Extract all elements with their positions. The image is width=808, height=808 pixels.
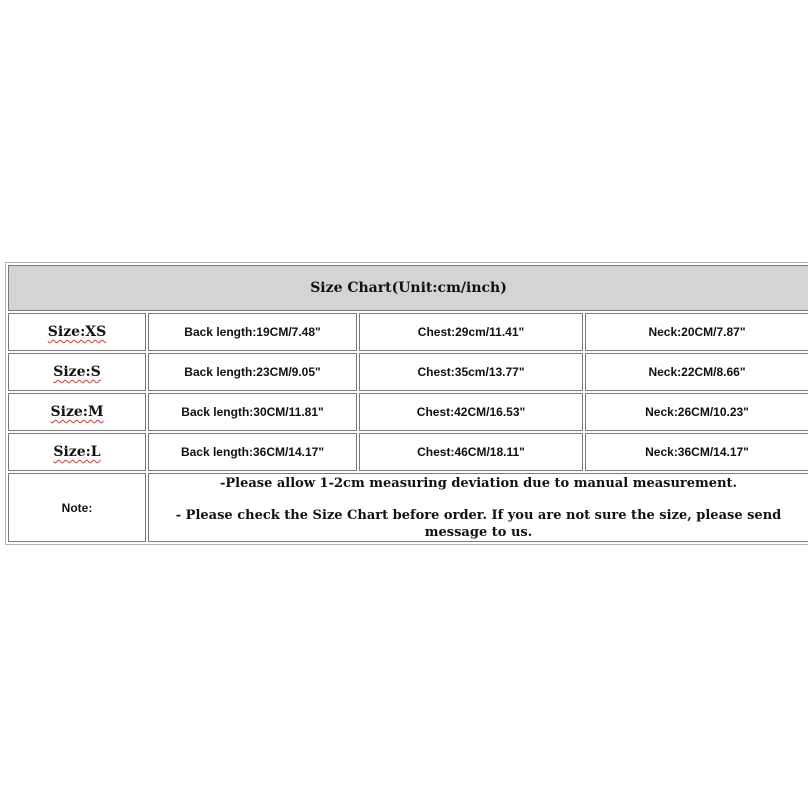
size-cell xyxy=(8,313,146,351)
size-cell xyxy=(8,393,146,431)
neck-cell: Neck:20CM/7.87" xyxy=(585,313,808,351)
back-length-cell: Back length:30CM/11.81" xyxy=(148,393,357,431)
size-cell xyxy=(8,353,146,391)
note-line-deviation: -Please allow 1-2cm measuring deviation due to manual measurement. xyxy=(219,476,738,491)
table-row xyxy=(8,353,808,391)
size-label: Size:M xyxy=(50,404,104,420)
table-row xyxy=(8,433,808,471)
note-text xyxy=(148,473,808,542)
size-label: Size:XS xyxy=(47,324,107,340)
chest-cell: Chest:35cm/13.77" xyxy=(359,353,583,391)
size-label: Size:S xyxy=(53,364,101,380)
back-length-cell: Back length:23CM/9.05" xyxy=(148,353,357,391)
back-length-cell: Back length:36CM/14.17" xyxy=(148,433,357,471)
chart-title: Size Chart(Unit:cm/inch) xyxy=(8,265,808,311)
chest-cell: Chest:29cm/11.41" xyxy=(359,313,583,351)
neck-cell: Neck:22CM/8.66" xyxy=(585,353,808,391)
neck-cell: Neck:36CM/14.17" xyxy=(585,433,808,471)
table-row xyxy=(8,393,808,431)
title-row xyxy=(8,265,808,311)
note-label: Note: xyxy=(8,473,146,542)
chest-cell: Chest:42CM/16.53" xyxy=(359,393,583,431)
table-row xyxy=(8,313,808,351)
size-label: Size:L xyxy=(53,444,101,460)
note-line-check-size: - Please check the Size Chart before order. If you are not sure the size, please send message to us. xyxy=(175,508,782,540)
size-chart-table xyxy=(5,262,808,545)
size-cell xyxy=(8,433,146,471)
back-length-cell: Back length:19CM/7.48" xyxy=(148,313,357,351)
neck-cell: Neck:26CM/10.23" xyxy=(585,393,808,431)
chest-cell: Chest:46CM/18.11" xyxy=(359,433,583,471)
note-row xyxy=(8,473,808,542)
